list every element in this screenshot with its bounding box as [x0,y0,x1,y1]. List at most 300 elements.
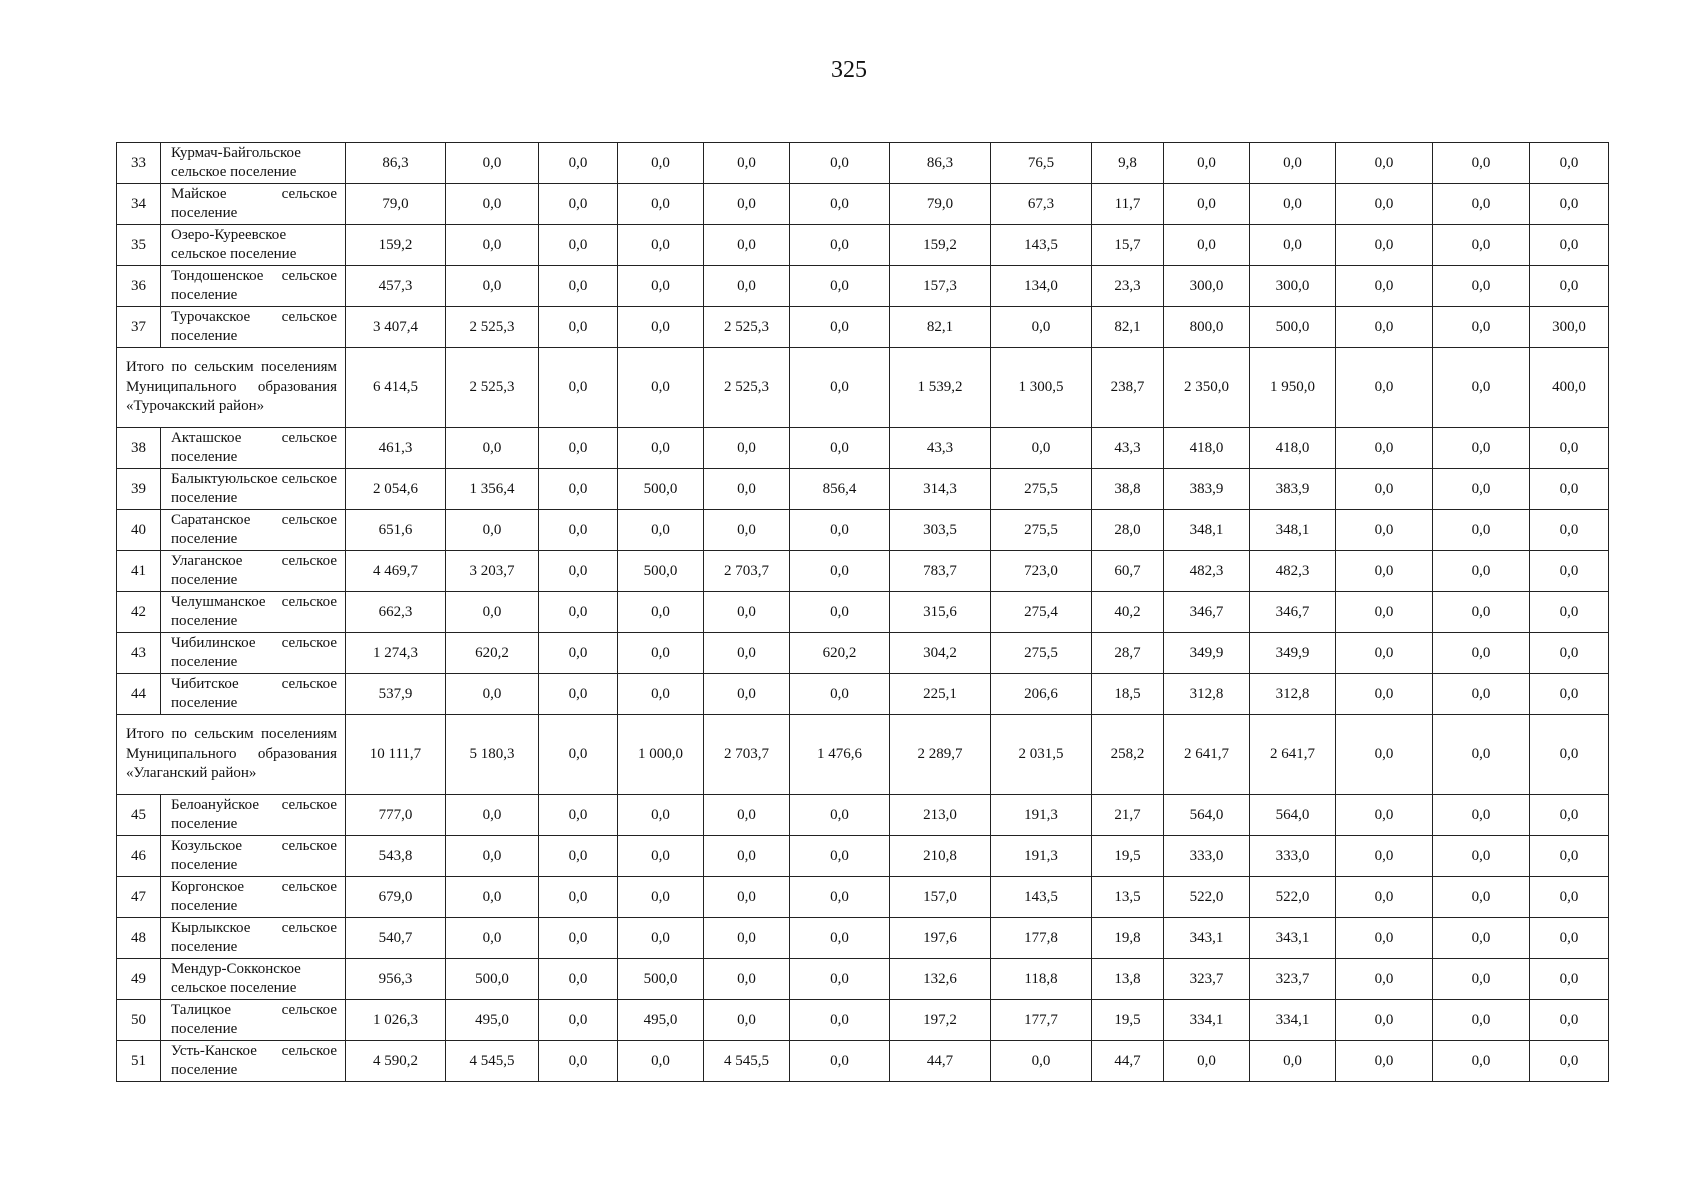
value-cell: 60,7 [1092,551,1164,592]
value-cell: 304,2 [890,633,991,674]
value-cell: 11,7 [1092,184,1164,225]
value-cell: 0,0 [790,959,890,1000]
value-cell: 0,0 [704,225,790,266]
value-cell: 2 289,7 [890,715,991,795]
value-cell: 13,5 [1092,877,1164,918]
value-cell: 177,7 [991,1000,1092,1041]
value-cell: 0,0 [1336,959,1433,1000]
value-cell: 0,0 [1433,225,1530,266]
row-number: 40 [117,510,161,551]
value-cell: 0,0 [539,225,618,266]
value-cell: 457,3 [346,266,446,307]
value-cell: 225,1 [890,674,991,715]
value-cell: 0,0 [1433,307,1530,348]
value-cell: 0,0 [1530,877,1609,918]
value-cell: 0,0 [1336,1000,1433,1041]
value-cell: 383,9 [1250,469,1336,510]
settlement-name: Белоануйское сельское поселение [161,795,346,836]
value-cell: 349,9 [1164,633,1250,674]
value-cell: 500,0 [446,959,539,1000]
value-cell: 1 000,0 [618,715,704,795]
value-cell: 0,0 [790,225,890,266]
value-cell: 0,0 [1336,510,1433,551]
value-cell: 0,0 [446,225,539,266]
value-cell: 777,0 [346,795,446,836]
value-cell: 0,0 [1336,307,1433,348]
value-cell: 1 950,0 [1250,348,1336,428]
value-cell: 334,1 [1164,1000,1250,1041]
value-cell: 0,0 [1336,469,1433,510]
value-cell: 13,8 [1092,959,1164,1000]
value-cell: 500,0 [618,551,704,592]
value-cell: 564,0 [1164,795,1250,836]
value-cell: 82,1 [890,307,991,348]
value-cell: 0,0 [1433,795,1530,836]
value-cell: 0,0 [704,266,790,307]
value-cell: 2 703,7 [704,551,790,592]
value-cell: 0,0 [1336,266,1433,307]
value-cell: 500,0 [1250,307,1336,348]
value-cell: 3 407,4 [346,307,446,348]
value-cell: 213,0 [890,795,991,836]
value-cell: 500,0 [618,469,704,510]
value-cell: 0,0 [1433,428,1530,469]
settlement-name: Улаганское сельское поселение [161,551,346,592]
value-cell: 38,8 [1092,469,1164,510]
table-row [117,1000,1609,1041]
value-cell: 0,0 [790,836,890,877]
value-cell: 15,7 [1092,225,1164,266]
value-cell: 0,0 [539,918,618,959]
value-cell: 0,0 [1530,959,1609,1000]
value-cell: 679,0 [346,877,446,918]
value-cell: 348,1 [1164,510,1250,551]
value-cell: 79,0 [346,184,446,225]
value-cell: 177,8 [991,918,1092,959]
value-cell: 1 539,2 [890,348,991,428]
value-cell: 0,0 [704,674,790,715]
value-cell: 0,0 [618,674,704,715]
value-cell: 0,0 [618,225,704,266]
value-cell: 258,2 [1092,715,1164,795]
value-cell: 0,0 [446,428,539,469]
value-cell: 0,0 [539,836,618,877]
row-number: 44 [117,674,161,715]
value-cell: 18,5 [1092,674,1164,715]
value-cell: 0,0 [1250,184,1336,225]
value-cell: 143,5 [991,225,1092,266]
value-cell: 0,0 [618,348,704,428]
value-cell: 159,2 [890,225,991,266]
value-cell: 1 274,3 [346,633,446,674]
value-cell: 620,2 [790,633,890,674]
value-cell: 0,0 [1433,348,1530,428]
value-cell: 0,0 [539,674,618,715]
value-cell: 0,0 [1530,266,1609,307]
value-cell: 2 641,7 [1164,715,1250,795]
value-cell: 0,0 [1530,1041,1609,1082]
value-cell: 0,0 [1164,1041,1250,1082]
value-cell: 651,6 [346,510,446,551]
value-cell: 0,0 [1336,348,1433,428]
value-cell: 418,0 [1250,428,1336,469]
value-cell: 0,0 [704,510,790,551]
value-cell: 0,0 [790,592,890,633]
row-number: 39 [117,469,161,510]
row-number: 49 [117,959,161,1000]
value-cell: 0,0 [1530,592,1609,633]
value-cell: 383,9 [1164,469,1250,510]
value-cell: 1 026,3 [346,1000,446,1041]
row-number: 46 [117,836,161,877]
value-cell: 0,0 [1433,633,1530,674]
value-cell: 0,0 [446,143,539,184]
value-cell: 0,0 [1336,918,1433,959]
row-number: 36 [117,266,161,307]
value-cell: 0,0 [991,1041,1092,1082]
value-cell: 44,7 [890,1041,991,1082]
row-number: 50 [117,1000,161,1041]
value-cell: 6 414,5 [346,348,446,428]
value-cell: 191,3 [991,795,1092,836]
settlement-name: Кырлыкское сельское поселение [161,918,346,959]
value-cell: 1 300,5 [991,348,1092,428]
value-cell: 0,0 [1336,795,1433,836]
value-cell: 0,0 [1164,184,1250,225]
table-row [117,225,1609,266]
value-cell: 0,0 [446,510,539,551]
value-cell: 0,0 [1336,877,1433,918]
value-cell: 346,7 [1250,592,1336,633]
table-row [117,633,1609,674]
value-cell: 2 525,3 [446,348,539,428]
value-cell: 0,0 [1433,143,1530,184]
value-cell: 418,0 [1164,428,1250,469]
table-row [117,836,1609,877]
value-cell: 522,0 [1164,877,1250,918]
value-cell: 0,0 [539,551,618,592]
value-cell: 0,0 [1164,143,1250,184]
settlement-name: Курмач-Байгольское сельское поселение [161,143,346,184]
value-cell: 0,0 [1336,143,1433,184]
value-cell: 82,1 [1092,307,1164,348]
row-number: 42 [117,592,161,633]
value-cell: 783,7 [890,551,991,592]
value-cell: 159,2 [346,225,446,266]
value-cell: 0,0 [704,428,790,469]
value-cell: 0,0 [1530,143,1609,184]
value-cell: 0,0 [704,836,790,877]
value-cell: 275,5 [991,510,1092,551]
value-cell: 28,7 [1092,633,1164,674]
value-cell: 3 203,7 [446,551,539,592]
value-cell: 0,0 [539,877,618,918]
table-row [117,551,1609,592]
value-cell: 800,0 [1164,307,1250,348]
value-cell: 0,0 [446,918,539,959]
value-cell: 0,0 [704,469,790,510]
value-cell: 0,0 [1530,510,1609,551]
value-cell: 0,0 [790,348,890,428]
value-cell: 197,6 [890,918,991,959]
value-cell: 0,0 [790,1000,890,1041]
value-cell: 0,0 [1433,836,1530,877]
value-cell: 28,0 [1092,510,1164,551]
value-cell: 0,0 [446,795,539,836]
value-cell: 0,0 [790,551,890,592]
settlement-name: Майское сельское поселение [161,184,346,225]
value-cell: 0,0 [618,795,704,836]
value-cell: 500,0 [618,959,704,1000]
value-cell: 522,0 [1250,877,1336,918]
value-cell: 343,1 [1164,918,1250,959]
value-cell: 19,5 [1092,836,1164,877]
value-cell: 0,0 [1336,428,1433,469]
value-cell: 0,0 [539,348,618,428]
page-number: 325 [831,57,867,83]
value-cell: 0,0 [1530,469,1609,510]
value-cell: 0,0 [618,836,704,877]
value-cell: 43,3 [890,428,991,469]
table-row [117,674,1609,715]
value-cell: 564,0 [1250,795,1336,836]
value-cell: 333,0 [1250,836,1336,877]
total-label: Итого по сельским поселениям Муниципального образования «Улаганский район» [117,715,346,795]
table-row [117,307,1609,348]
value-cell: 400,0 [1530,348,1609,428]
value-cell: 4 469,7 [346,551,446,592]
value-cell: 315,6 [890,592,991,633]
settlement-name: Тондошенское сельское поселение [161,266,346,307]
settlement-name: Турочакское сельское поселение [161,307,346,348]
table-row [117,266,1609,307]
value-cell: 0,0 [704,184,790,225]
value-cell: 0,0 [790,266,890,307]
value-cell: 461,3 [346,428,446,469]
table-total-row [117,715,1609,795]
value-cell: 0,0 [539,510,618,551]
row-number: 37 [117,307,161,348]
value-cell: 0,0 [1250,143,1336,184]
value-cell: 482,3 [1164,551,1250,592]
value-cell: 956,3 [346,959,446,1000]
value-cell: 0,0 [704,959,790,1000]
row-number: 43 [117,633,161,674]
value-cell: 0,0 [618,428,704,469]
value-cell: 0,0 [991,307,1092,348]
value-cell: 0,0 [704,877,790,918]
value-cell: 314,3 [890,469,991,510]
value-cell: 23,3 [1092,266,1164,307]
value-cell: 157,3 [890,266,991,307]
value-cell: 300,0 [1250,266,1336,307]
value-cell: 0,0 [1530,225,1609,266]
value-cell: 0,0 [539,184,618,225]
value-cell: 0,0 [704,143,790,184]
value-cell: 0,0 [1336,836,1433,877]
table-row [117,510,1609,551]
value-cell: 0,0 [1530,715,1609,795]
value-cell: 0,0 [539,795,618,836]
value-cell: 0,0 [1530,674,1609,715]
value-cell: 0,0 [539,143,618,184]
value-cell: 323,7 [1164,959,1250,1000]
value-cell: 1 356,4 [446,469,539,510]
value-cell: 0,0 [618,592,704,633]
value-cell: 5 180,3 [446,715,539,795]
value-cell: 2 525,3 [704,307,790,348]
settlement-name: Талицкое сельское поселение [161,1000,346,1041]
settlement-name: Усть-Канское сельское поселение [161,1041,346,1082]
value-cell: 0,0 [704,918,790,959]
value-cell: 21,7 [1092,795,1164,836]
value-cell: 2 350,0 [1164,348,1250,428]
value-cell: 0,0 [1164,225,1250,266]
value-cell: 0,0 [1530,428,1609,469]
row-number: 35 [117,225,161,266]
table-row [117,143,1609,184]
value-cell: 723,0 [991,551,1092,592]
value-cell: 0,0 [618,307,704,348]
value-cell: 0,0 [446,877,539,918]
value-cell: 19,8 [1092,918,1164,959]
value-cell: 0,0 [1336,184,1433,225]
value-cell: 238,7 [1092,348,1164,428]
value-cell: 0,0 [991,428,1092,469]
value-cell: 210,8 [890,836,991,877]
settlement-name: Саратанское сельское поселение [161,510,346,551]
value-cell: 0,0 [1433,469,1530,510]
value-cell: 312,8 [1250,674,1336,715]
value-cell: 0,0 [618,918,704,959]
value-cell: 0,0 [1336,551,1433,592]
value-cell: 0,0 [446,836,539,877]
value-cell: 0,0 [790,918,890,959]
value-cell: 2 525,3 [704,348,790,428]
settlement-name: Озеро-Куреевское сельское поселение [161,225,346,266]
value-cell: 0,0 [1530,918,1609,959]
table-row [117,959,1609,1000]
value-cell: 2 703,7 [704,715,790,795]
value-cell: 86,3 [890,143,991,184]
settlement-name: Чибилинское сельское поселение [161,633,346,674]
value-cell: 0,0 [1336,674,1433,715]
value-cell: 197,2 [890,1000,991,1041]
value-cell: 0,0 [1433,959,1530,1000]
row-number: 34 [117,184,161,225]
value-cell: 191,3 [991,836,1092,877]
value-cell: 0,0 [704,795,790,836]
value-cell: 0,0 [539,633,618,674]
value-cell: 0,0 [1433,592,1530,633]
value-cell: 0,0 [1250,1041,1336,1082]
value-cell: 0,0 [790,674,890,715]
row-number: 33 [117,143,161,184]
value-cell: 4 545,5 [704,1041,790,1082]
value-cell: 300,0 [1164,266,1250,307]
value-cell: 44,7 [1092,1041,1164,1082]
value-cell: 323,7 [1250,959,1336,1000]
value-cell: 143,5 [991,877,1092,918]
value-cell: 275,4 [991,592,1092,633]
row-number: 45 [117,795,161,836]
value-cell: 333,0 [1164,836,1250,877]
table-row [117,1041,1609,1082]
value-cell: 346,7 [1164,592,1250,633]
settlement-name: Мендур-Сокконское сельское поселение [161,959,346,1000]
settlement-name: Коргонское сельское поселение [161,877,346,918]
value-cell: 537,9 [346,674,446,715]
value-cell: 0,0 [1530,184,1609,225]
value-cell: 0,0 [446,184,539,225]
row-number: 38 [117,428,161,469]
value-cell: 1 476,6 [790,715,890,795]
table-total-row [117,348,1609,428]
value-cell: 0,0 [704,592,790,633]
table-row [117,184,1609,225]
value-cell: 0,0 [618,633,704,674]
value-cell: 2 054,6 [346,469,446,510]
value-cell: 0,0 [1336,715,1433,795]
value-cell: 0,0 [1336,633,1433,674]
value-cell: 132,6 [890,959,991,1000]
settlement-name: Козульское сельское поселение [161,836,346,877]
value-cell: 0,0 [539,959,618,1000]
value-cell: 0,0 [790,795,890,836]
value-cell: 0,0 [539,266,618,307]
value-cell: 0,0 [704,1000,790,1041]
value-cell: 482,3 [1250,551,1336,592]
table-row [117,918,1609,959]
value-cell: 0,0 [539,592,618,633]
value-cell: 0,0 [539,715,618,795]
value-cell: 0,0 [618,1041,704,1082]
value-cell: 9,8 [1092,143,1164,184]
value-cell: 0,0 [1433,918,1530,959]
settlement-name: Акташское сельское поселение [161,428,346,469]
table-row [117,795,1609,836]
value-cell: 0,0 [539,1000,618,1041]
settlement-name: Челушманское сельское поселение [161,592,346,633]
value-cell: 0,0 [1530,633,1609,674]
value-cell: 303,5 [890,510,991,551]
value-cell: 2 641,7 [1250,715,1336,795]
value-cell: 0,0 [618,266,704,307]
value-cell: 0,0 [446,266,539,307]
value-cell: 0,0 [1336,1041,1433,1082]
value-cell: 0,0 [539,469,618,510]
table-row [117,428,1609,469]
value-cell: 19,5 [1092,1000,1164,1041]
value-cell: 0,0 [790,184,890,225]
value-cell: 0,0 [1530,795,1609,836]
row-number: 41 [117,551,161,592]
value-cell: 0,0 [1250,225,1336,266]
value-cell: 0,0 [704,633,790,674]
value-cell: 495,0 [446,1000,539,1041]
value-cell: 0,0 [618,877,704,918]
value-cell: 0,0 [790,143,890,184]
value-cell: 0,0 [790,1041,890,1082]
value-cell: 334,1 [1250,1000,1336,1041]
value-cell: 543,8 [346,836,446,877]
value-cell: 540,7 [346,918,446,959]
value-cell: 0,0 [1530,1000,1609,1041]
value-cell: 0,0 [1433,1000,1530,1041]
value-cell: 134,0 [991,266,1092,307]
value-cell: 2 031,5 [991,715,1092,795]
total-label: Итого по сельским поселениям Муниципального образования «Турочакский район» [117,348,346,428]
